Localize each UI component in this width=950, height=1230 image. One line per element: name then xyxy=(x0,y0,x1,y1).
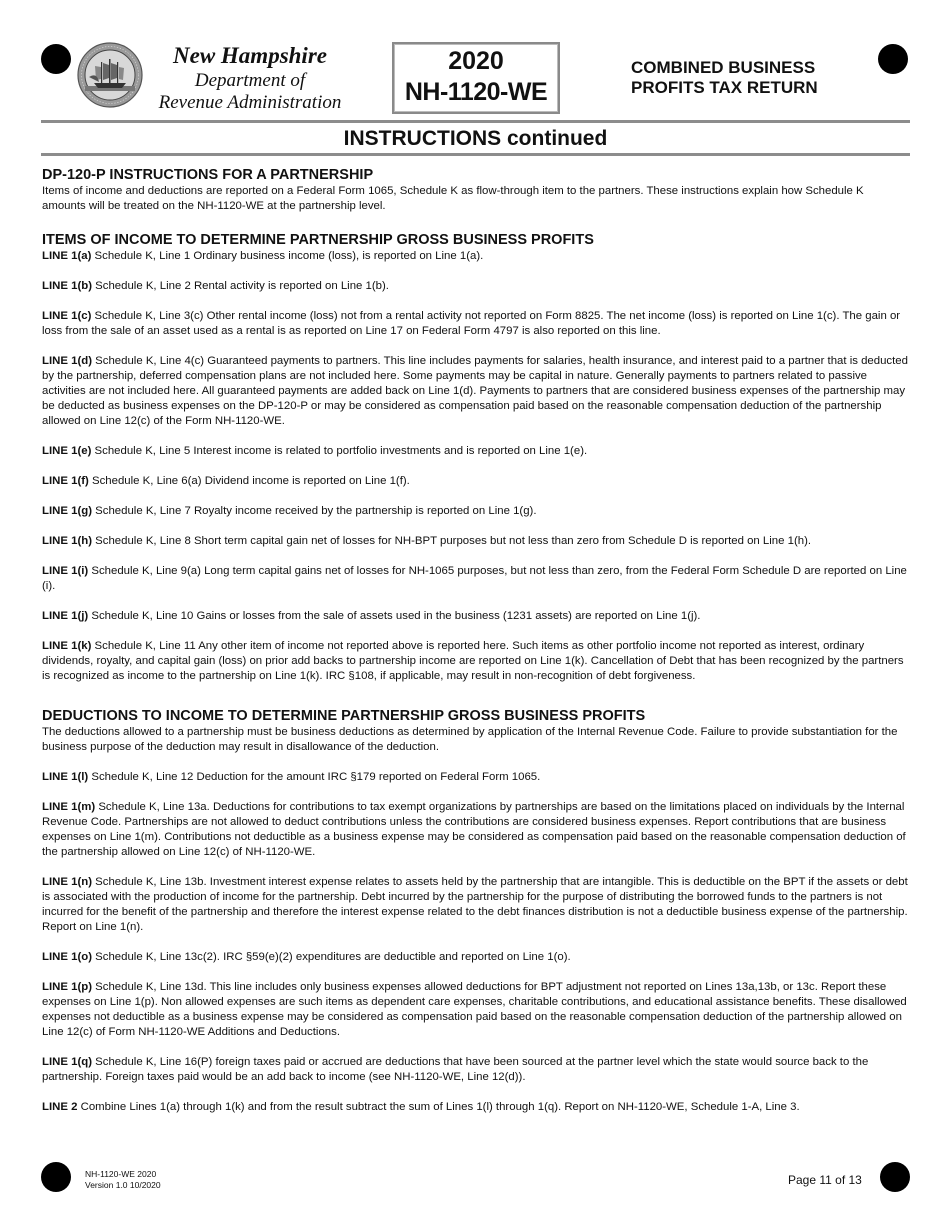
line-instruction xyxy=(42,950,908,965)
line-instruction xyxy=(42,639,908,684)
instructions-content xyxy=(42,166,908,1115)
line-text: The deductions allowed to a partnership must be business deductions as determined by application of the Internal Revenue Code. Failure to provide substantiation for the business purpose of the deduction may result in disallowance of the deduction. xyxy=(42,726,898,753)
form-id-box xyxy=(392,42,560,114)
line-text: Schedule K, Line 11 Any other item of income not reported above is reported here. Such items as other portfolio income not reported as interest, ordinary dividends, royalty, and capital gain (loss) on prior add backs to partnership income are reported on Line 1(k). Cancellation of Debt that has been recognized by the partners is recognized as income to the partnership on Line 1(k). IRC §108, if applicable, may result in non-recognition of debt forgiveness. xyxy=(42,640,904,682)
line-label: LINE 1(i) xyxy=(42,565,89,577)
line-label: LINE 1(e) xyxy=(42,445,92,457)
line-label: LINE 1(n) xyxy=(42,876,92,888)
line-text: Schedule K, Line 2 Rental activity is reported on Line 1(b). xyxy=(92,280,389,292)
instructions-banner: INSTRUCTIONS continued xyxy=(343,127,608,150)
line-text: Schedule K, Line 13a. Deductions for contributions to tax exempt organizations by partnerships are based on the limitations placed on individuals by the Internal Revenue Code. Partnerships are not allowed to deduct contributions unless the contributions are considered business expenses. Report contributions that are business expenses on Line 1(m). Contributions not deductible as a business expense may be considered as compensation paid based on the reasonable compensation deduction of the partnership allowed on Line 12(c) of NH-1120-WE. xyxy=(42,801,906,858)
registration-mark-bottom-left xyxy=(41,1162,71,1192)
line-text: Schedule K, Line 10 Gains or losses from the sale of assets used in the business (1231 assets) are reported on Line 1(j). xyxy=(88,610,701,622)
line-label: LINE 1(h) xyxy=(42,535,92,547)
line-label: LINE 1(b) xyxy=(42,280,92,292)
registration-mark-top-left xyxy=(41,44,71,74)
header-rule-bottom xyxy=(41,153,910,156)
line-text: Schedule K, Line 8 Short term capital gain net of losses for NH-BPT purposes but not less than zero from Schedule D is reported on Line 1(h). xyxy=(92,535,812,547)
line-text: Combine Lines 1(a) through 1(k) and from the result subtract the sum of Lines 1(l) through 1(q). Report on NH-1120-WE, Schedule 1-A, Line 3. xyxy=(77,1101,800,1113)
section-heading: ITEMS OF INCOME TO DETERMINE PARTNERSHIP GROSS BUSINESS PROFITS xyxy=(42,232,594,248)
agency-name-line3: Revenue Administration xyxy=(158,92,342,113)
state-seal-icon xyxy=(77,42,143,108)
line-text: Schedule K, Line 4(c) Guaranteed payments to partners. This line includes payments for salaries, health insurance, and interest paid to a partner that is deducted by the partnership, deferred compensation plans are not included here. Some payments may be capital in nature. Generally payments to partners related to passive activities are not included here. All guaranteed payments are added back on Line 1(d). Payments to partners that are considered business expenses of the partnership may be deducted as business expenses on the DP-120-P or may be considered as compensation paid based on the reasonable compensation deduction of the partnership allowed on Line 12(c) of the Form NH-1120-WE. xyxy=(42,355,908,427)
registration-mark-bottom-right xyxy=(880,1162,910,1192)
line-instruction xyxy=(42,504,908,519)
line-label: LINE 1(l) xyxy=(42,771,89,783)
agency-name-line1: New Hampshire xyxy=(173,43,327,68)
line-label: LINE 1(c) xyxy=(42,310,92,322)
line-instruction xyxy=(42,770,908,785)
line-instruction xyxy=(42,249,908,264)
line-text: Schedule K, Line 5 Interest income is related to portfolio investments and is reported on Line 1(e). xyxy=(91,445,588,457)
line-instruction xyxy=(42,534,908,549)
line-label: LINE 1(f) xyxy=(42,475,89,487)
line-label: LINE 1(q) xyxy=(42,1056,92,1068)
line-text: Schedule K, Line 13c(2). IRC §59(e)(2) expenditures are deductible and reported on Line 1(o). xyxy=(92,951,571,963)
line-instruction xyxy=(42,309,908,339)
line-instruction xyxy=(42,609,908,624)
line-label: LINE 1(m) xyxy=(42,801,96,813)
line-instruction xyxy=(42,1100,908,1115)
line-instruction xyxy=(42,800,908,860)
line-text: Schedule K, Line 16(P) foreign taxes paid or accrued are deductions that have been sourced at the partner level which the state would source back to the partnership. Foreign taxes paid would be an add back to income (see NH-1120-WE, Line 12(d)). xyxy=(42,1056,869,1083)
section-paragraph xyxy=(42,184,908,214)
footer-form-id: NH-1120-WE 2020 xyxy=(85,1169,157,1179)
line-label: LINE 1(a) xyxy=(42,250,92,262)
line-text: Schedule K, Line 3(c) Other rental income (loss) not from a rental activity not reported on Form 8825. The net income (loss) is reported on Line 1(c). The gain or loss from the sale of an asset used as a rental is as reported on Line 17 on Federal Form 4797 is also reported on this line. xyxy=(42,310,901,337)
line-text: Items of income and deductions are reported on a Federal Form 1065, Schedule K as flow-through item to the partners. These instructions explain how Schedule K amounts will be treated on the NH-1120-WE at the partnership level. xyxy=(42,185,864,212)
line-label: LINE 2 xyxy=(42,1101,78,1113)
line-text: Schedule K, Line 13d. This line includes only business expenses allowed deductions for BPT adjustment not reported on Lines 13a,13b, or 13c. Report these expenses on Line 1(p). Non allowed expenses are such items as dependent care expenses, charitable contributions, and educational assistance benefits. These disallowed expenses not deductible as a business expense may be considered as compensation paid based on the reasonable compensation deduction of the partnership allowed on Line 12(c) of Form NH-1120-WE Additions and Deductions. xyxy=(42,981,907,1038)
footer-version: Version 1.0 10/2020 xyxy=(85,1180,161,1190)
line-text: Schedule K, Line 7 Royalty income received by the partnership is reported on Line 1(g). xyxy=(92,505,537,517)
line-label: LINE 1(k) xyxy=(42,640,92,652)
line-instruction xyxy=(42,875,908,935)
line-instruction xyxy=(42,980,908,1040)
footer-form-info xyxy=(85,1169,161,1191)
line-text: Schedule K, Line 9(a) Long term capital gains net of losses for NH-1065 purposes, but not less than zero, from the Federal Form Schedule D are reported on Line (i). xyxy=(42,565,907,592)
line-instruction xyxy=(42,1055,908,1085)
line-label: LINE 1(j) xyxy=(42,610,89,622)
section-heading: DEDUCTIONS TO INCOME TO DETERMINE PARTNERSHIP GROSS BUSINESS PROFITS xyxy=(42,708,646,724)
page-number: Page 11 of 13 xyxy=(788,1173,862,1187)
line-text: Schedule K, Line 12 Deduction for the amount IRC §179 reported on Federal Form 1065. xyxy=(88,771,541,783)
line-label: LINE 1(o) xyxy=(42,951,92,963)
line-instruction xyxy=(42,564,908,594)
line-instruction xyxy=(42,279,908,294)
line-label: LINE 1(g) xyxy=(42,505,92,517)
line-text: Schedule K, Line 13b. Investment interest expense relates to assets held by the partnership that are intangible. This is deductible on the BPT if the assets or debt is associated with the production of income for the partnership. Debt incurred by the partnership for the purpose of distributing the borrowed funds to the partners is not incurred for the benefit of the partnership and therefore the interest expense related to the debt finances distribution is not a deductible business expense of the partnership. Report on Line 1(n). xyxy=(42,876,908,933)
line-label: LINE 1(p) xyxy=(42,981,92,993)
line-instruction xyxy=(42,444,908,459)
agency-name xyxy=(145,42,355,114)
return-title-line1: COMBINED BUSINESS xyxy=(631,58,816,77)
form-year: 2020 xyxy=(448,47,504,75)
form-code: NH-1120-WE xyxy=(404,78,548,106)
registration-mark-top-right xyxy=(878,44,908,74)
header-rule-top xyxy=(41,120,910,123)
return-title-line2: PROFITS TAX RETURN xyxy=(631,78,818,97)
line-text: Schedule K, Line 1 Ordinary business income (loss), is reported on Line 1(a). xyxy=(91,250,484,262)
line-text: Schedule K, Line 6(a) Dividend income is reported on Line 1(f). xyxy=(88,475,410,487)
return-title xyxy=(631,58,851,98)
line-instruction xyxy=(42,474,908,489)
section-heading: DP-120-P INSTRUCTIONS FOR A PARTNERSHIP xyxy=(42,167,374,183)
agency-name-line2: Department of xyxy=(194,70,306,91)
line-instruction xyxy=(42,354,908,429)
line-label: LINE 1(d) xyxy=(42,355,92,367)
section-paragraph xyxy=(42,725,908,755)
